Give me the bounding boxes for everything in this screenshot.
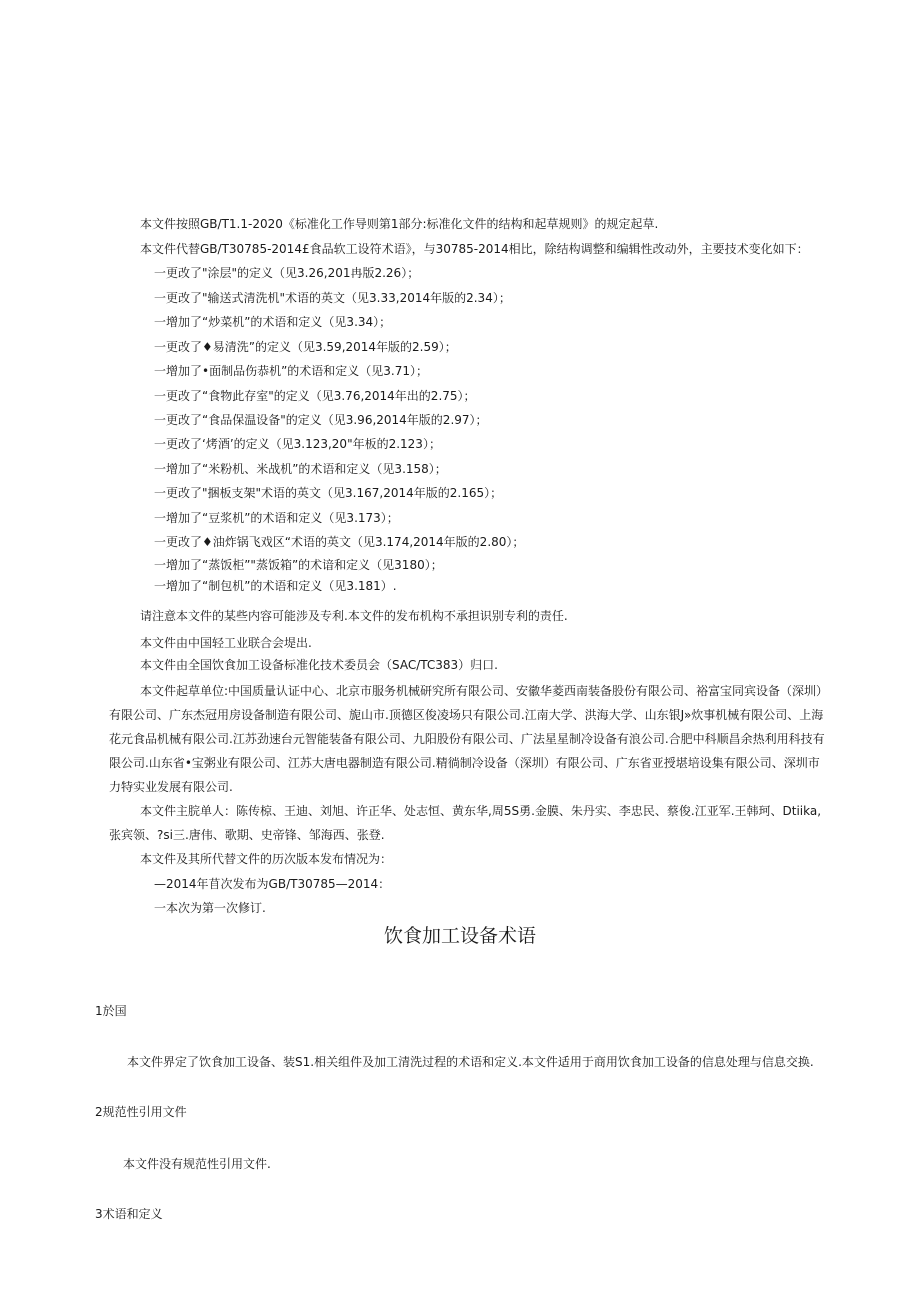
change-item: 一更改了"捆板支架"术语的英文（见3.167,2014年版的2.165）； [154, 486, 503, 500]
change-item: 一增加了“米粉机、米战机”的术语和定义（见3.158）； [154, 462, 447, 476]
drafters-line: 张宾领、?si三.唐伟、歌期、史帝锋、邹海西、张登. [109, 828, 385, 842]
change-item: 一更改了♦易清洗”的定义（见3.59,2014年版的2.59）； [154, 340, 457, 354]
change-item: 一增加了•面制品伤恭机”的术语和定义（见3.71）； [154, 364, 429, 378]
drafting-units-line: 花元食品机械有限公司.江苏劲速台元智能装备有限公司、九阳股份有限公司、广法星星制冷设备有浪公司.合肥中科顺昌余热利用科技有 [109, 732, 825, 746]
drafting-units-line: 限公司.山东省•宝粥业有限公司、江苏大唐电器制造有限公司.精徜制冷设备（深圳）有限公司、广东省亚授堪培设集有限公司、深圳市 [109, 756, 820, 770]
section-2-heading: 2规范性引用文件 [95, 1105, 187, 1119]
change-item: 一更改了“食物此存室"的定义（见3.76,2014年出的2.75）； [154, 389, 476, 403]
drafters-line: 本文件主脘单人：陈传椋、王迪、刘旭、许正华、处志恒、黄东华,周5S勇.金膜、朱丹实、李忠民、蔡俊.江亚军.王韩珂、Dtiika, [140, 804, 822, 818]
change-item: 一更改了‘烤酒’的定义（见3.123,20"年板的2.123）； [154, 437, 441, 451]
history-item: —2014年苜次发布为GB/T30785—2014： [154, 877, 391, 891]
change-item: 一更改了♦油炸锅飞戏区“术语的英文（见3.174,2014年版的2.80）； [154, 535, 525, 549]
change-item: 一增加了“豆浆机”的术语和定义（见3.173）； [154, 511, 399, 525]
change-item: 一增加了“蒸饭柜”"蒸饭箱”的术谙和定义（见3180）； [154, 558, 443, 572]
section-3-heading: 3术语和定义 [95, 1207, 163, 1221]
change-item: 一增加了“炒菜机”的术语和定义（见3.34）； [154, 315, 392, 329]
section-2-text: 本文件没有规范性引用文件. [123, 1157, 271, 1171]
drafting-units-line: 力特实业发展有限公司. [109, 780, 233, 794]
section-1-heading: 1於国 [95, 1004, 127, 1018]
drafting-units-line: 本文件起草单位:中国质量认证中心、北京市服务机械研究所有限公司、安徽华菱西南装备股份有限公司、裕富宝同宾设备（深圳） [140, 684, 829, 698]
section-1-text: 本文件界定了饮食加工设备、装S1.相关组件及加工清洗过程的术语和定义.本文件适用于商用饮食加工设备的信息处理与信息交换. [127, 1055, 814, 1069]
change-item: 一更改了"输送式清洗机"术语的英文（见3.33,2014年版的2.34）； [154, 291, 511, 305]
history-intro: 本文件及其所代替文件的历次版本发布情况为： [140, 852, 393, 866]
change-item: 一更改了“食品保温设备"的定义（见3.96,2014年版的2.97）； [154, 413, 488, 427]
centralized-by: 本文件由全国饮食加工设备标准化技术委员会（SAC/TC383）归口. [140, 658, 498, 672]
change-item: 一增加了“制包机”的术语和定义（见3.181）. [154, 579, 397, 593]
patent-notice: 请注意本文件的某些内容可能涉及专利.本文件的发布机构不承担识别专利的责任. [140, 609, 568, 623]
foreword-drafting-rule: 本文件按照GB/T1.1-2020《标准化工作导则第1部分:标准化文件的结构和起草规则》的规定起草. [140, 217, 659, 231]
history-item: 一本次为第一次修订. [154, 901, 266, 915]
foreword-replacement-note: 本文件代替GB/T30785-2014£食品软工设符术语》，与30785-2014相比，除结构调整和编辑性改动外，主要技术变化如下： [140, 242, 809, 256]
change-item: 一更改了"涂层"的定义（见3.26,201冉版2.26）； [154, 266, 420, 280]
drafting-units-line: 有限公司、广东杰冠用房设备制造有限公司、旎山市.顶德区俊凌场只有限公司.江南大学、洪海大学、山东银J»炊事机械有限公司、上海 [109, 708, 824, 722]
document-title: 饮食加工设备术语 [383, 925, 536, 947]
proposed-by: 本文件由中国轻工业联合会堤出. [140, 636, 312, 650]
